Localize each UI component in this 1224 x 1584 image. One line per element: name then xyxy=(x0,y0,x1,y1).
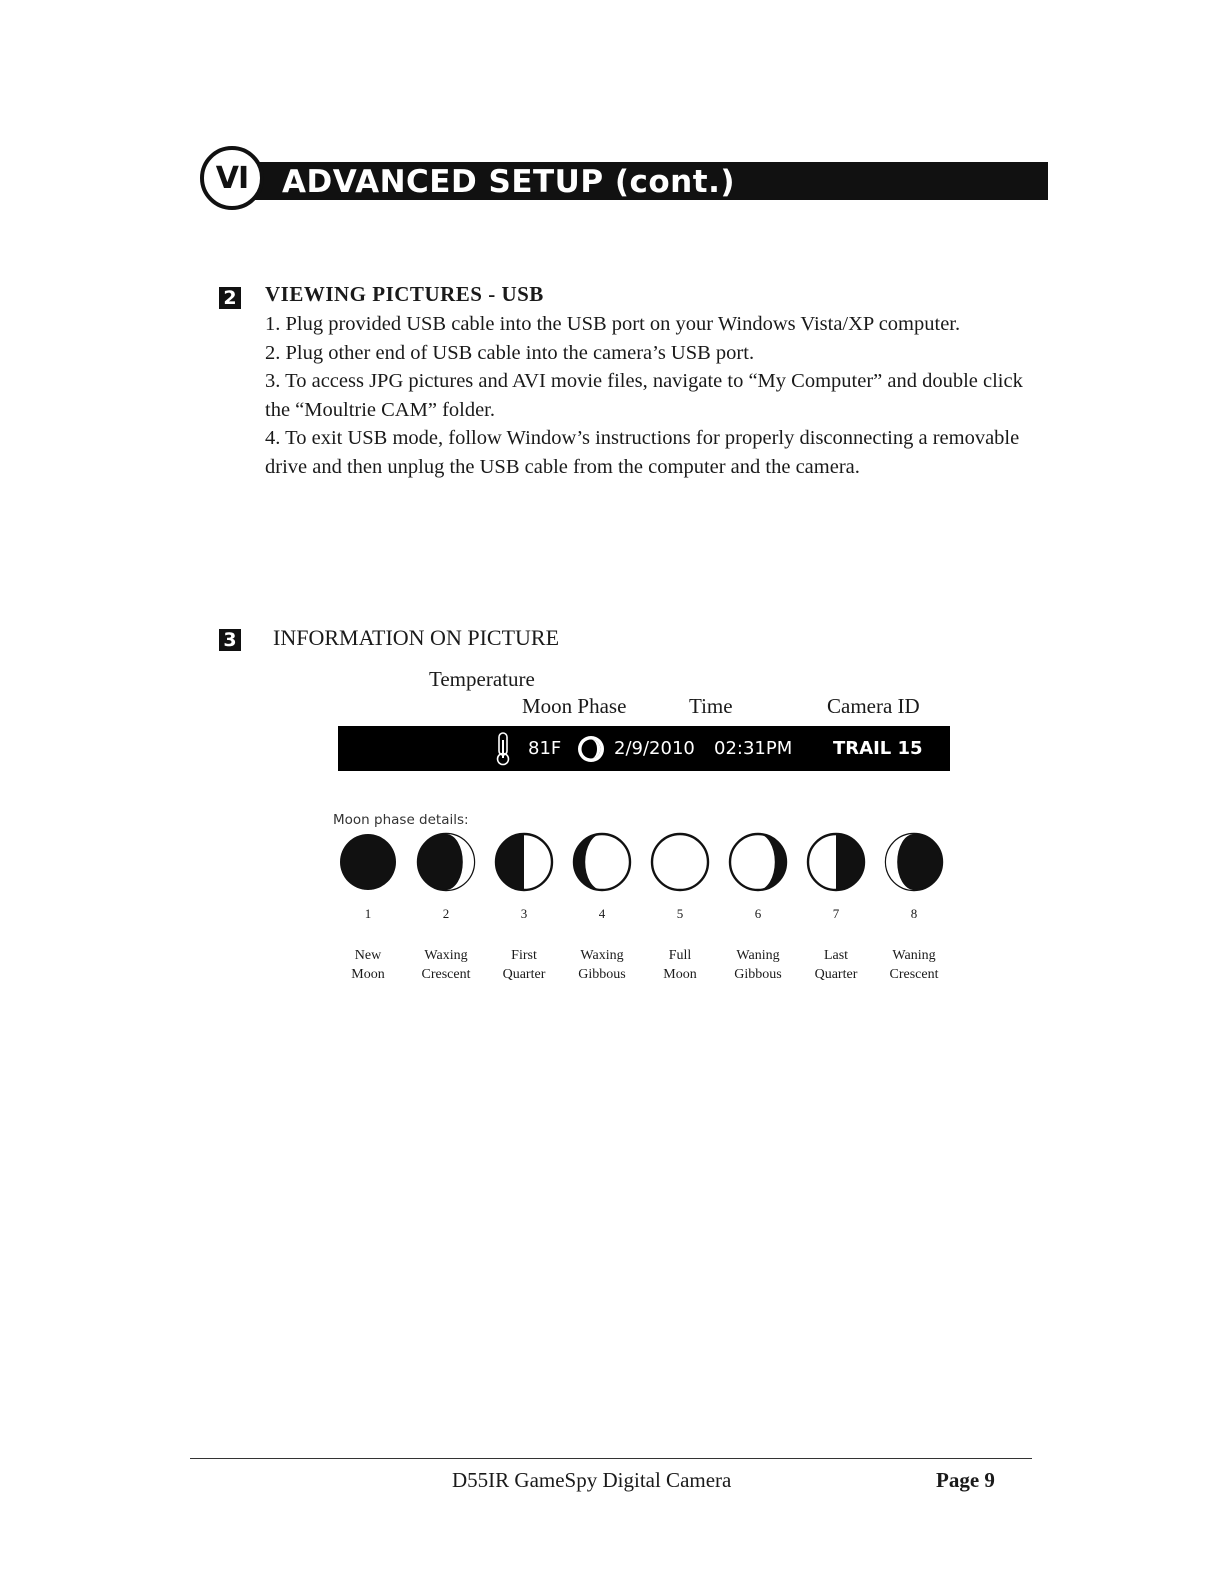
new-moon-icon xyxy=(338,832,398,892)
usb-step-4: 4. To exit USB mode, follow Window’s instructions for properly disconnecting a removable drive and then unplug the USB cable from the computer and the camera. xyxy=(265,427,1020,478)
page-title: ADVANCED SETUP (cont.) xyxy=(282,164,736,200)
moon-phase-name: Waxing Gibbous xyxy=(578,948,626,982)
moon-phase-name: Waxing Crescent xyxy=(421,948,471,982)
info-time-value: 02:31PM xyxy=(714,738,793,759)
moon-phase-name: Full Moon xyxy=(663,948,697,982)
moon-phase-number: 2 xyxy=(442,906,450,921)
picture-info-bar xyxy=(338,726,950,771)
moon-phase-number: 1 xyxy=(364,906,372,921)
moon-phase-number: 4 xyxy=(598,906,606,921)
footer-divider xyxy=(190,1458,1032,1459)
moon-phase-caption: Moon phase details: xyxy=(333,812,469,828)
thermometer-icon xyxy=(496,732,510,766)
section-2-number: 2 xyxy=(223,286,237,309)
waxing-gibbous-moon-icon xyxy=(572,832,632,892)
moon-phase-name: Waning Gibbous xyxy=(734,948,782,982)
first-quarter-moon-icon xyxy=(494,832,554,892)
info-temperature-value: 81F xyxy=(528,738,562,759)
usb-steps-list xyxy=(265,310,1045,481)
camera-id-label: Camera ID xyxy=(827,694,920,718)
usb-step-3: 3. To access JPG pictures and AVI movie files, navigate to “My Computer” and double click the “Moultrie CAM” folder. xyxy=(265,370,1023,421)
moon-phase-name: Waning Crescent xyxy=(889,948,939,982)
section-2-title: VIEWING PICTURES - USB xyxy=(265,282,544,306)
last-quarter-moon-icon xyxy=(806,832,866,892)
moon-phase-number: 7 xyxy=(832,906,840,921)
moon-phase-number: 3 xyxy=(520,906,528,921)
moon-phase-icon xyxy=(576,734,606,764)
section-3-number: 3 xyxy=(223,628,237,651)
footer-title: D55IR GameSpy Digital Camera xyxy=(452,1468,732,1492)
waxing-crescent-moon-icon xyxy=(416,832,476,892)
temperature-label: Temperature xyxy=(429,667,535,691)
section-3-number-box xyxy=(219,629,241,651)
waning-gibbous-moon-icon xyxy=(728,832,788,892)
full-moon-icon xyxy=(650,832,710,892)
info-date-value: 2/9/2010 xyxy=(614,738,695,759)
moon-phase-number: 6 xyxy=(754,906,762,921)
chapter-badge xyxy=(200,146,264,210)
moon-phase-name: New Moon xyxy=(351,948,385,982)
section-3-title: INFORMATION ON PICTURE xyxy=(273,625,560,650)
section-2-number-box xyxy=(219,287,241,309)
moon-phase-number: 5 xyxy=(676,906,684,921)
moon-phase-number: 8 xyxy=(910,906,918,921)
usb-step-2: 2. Plug other end of USB cable into the camera’s USB port. xyxy=(265,341,755,364)
moon-phase-name: First Quarter xyxy=(502,948,546,982)
usb-step-1: 1. Plug provided USB cable into the USB port on your Windows Vista/XP computer. xyxy=(265,313,961,335)
waning-crescent-moon-icon xyxy=(884,832,944,892)
moon-phase-name: Last Quarter xyxy=(814,948,858,982)
info-camera-id-value: TRAIL 15 xyxy=(833,738,923,759)
page-number: Page 9 xyxy=(936,1468,995,1492)
moon-phase-label: Moon Phase xyxy=(522,694,627,718)
time-label: Time xyxy=(689,694,733,718)
chapter-badge-label: VI xyxy=(215,160,249,196)
